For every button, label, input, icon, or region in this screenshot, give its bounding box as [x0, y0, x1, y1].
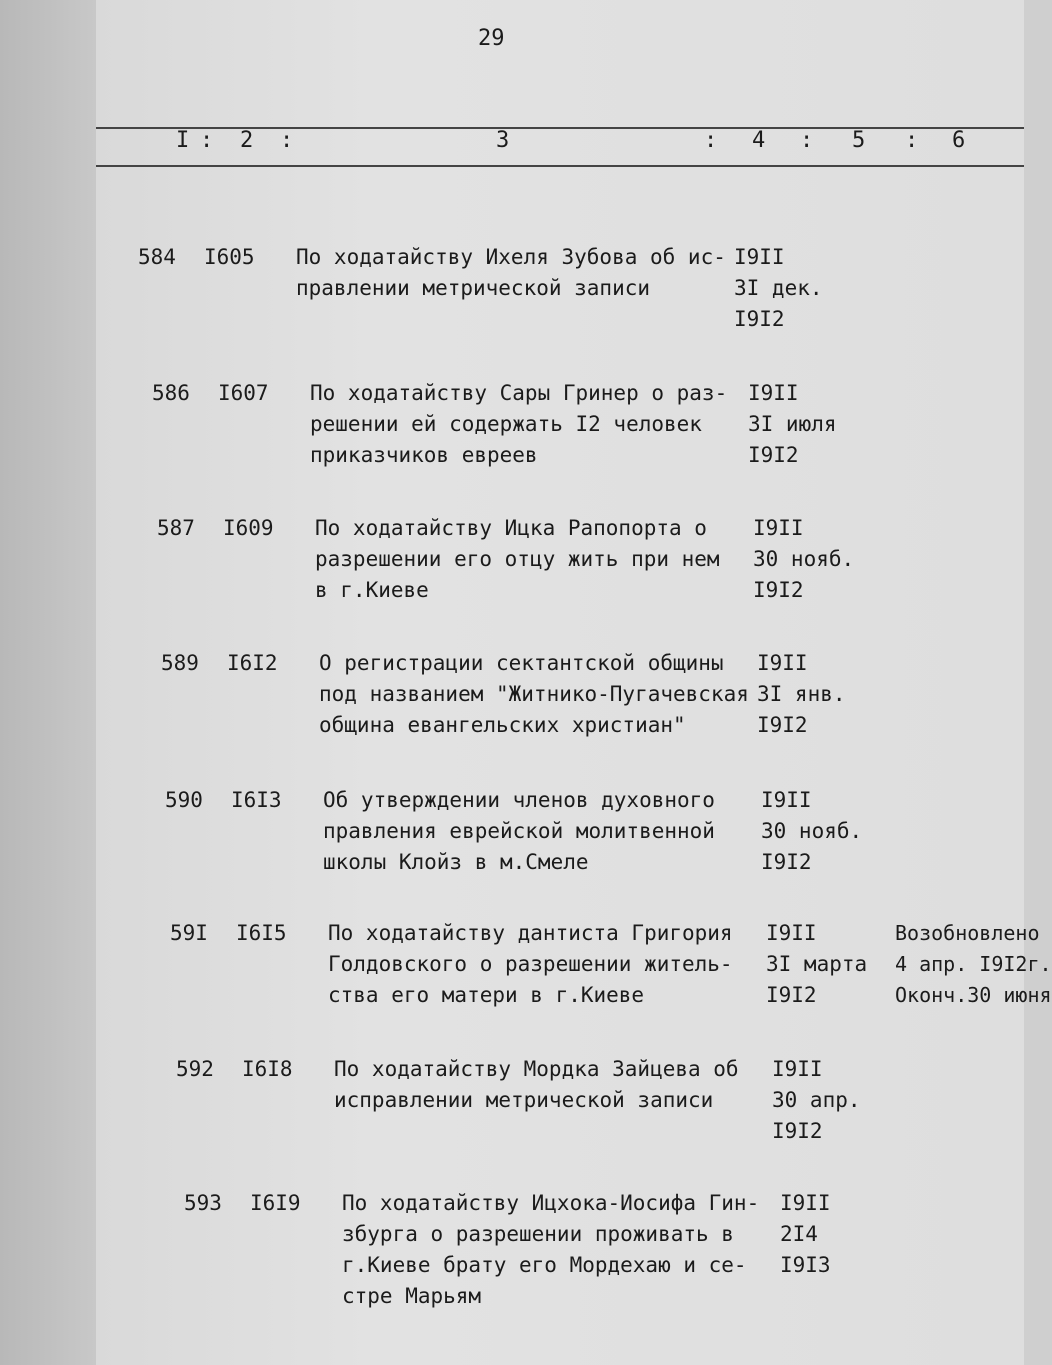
description-line: збурга о разрешении проживать в: [342, 1222, 734, 1246]
description-line: исправлении метрической записи: [334, 1088, 714, 1112]
entry-description: [315, 513, 765, 606]
date-line: 30 нояб.: [753, 547, 855, 571]
description-line: По ходатайству Мордка Зайцева об: [334, 1057, 739, 1081]
date-line: 3I марта: [766, 952, 868, 976]
column-header: 5: [852, 128, 866, 153]
date-line: I9I2: [766, 983, 817, 1007]
date-line: 30 апр.: [772, 1088, 861, 1112]
description-line: правления еврейской молитвенной: [323, 819, 715, 843]
column-header: :: [905, 128, 919, 153]
date-line: 3I янв.: [757, 682, 846, 706]
file-number: I609: [223, 516, 274, 540]
file-number: I607: [218, 381, 269, 405]
file-number: I605: [204, 245, 255, 269]
description-line: под названием "Житнико-Пугачевская: [319, 682, 749, 706]
entry-dates: [761, 785, 862, 878]
description-line: ства его матери в г.Киеве: [328, 983, 645, 1007]
entry-dates: [757, 648, 846, 741]
entry-number: 589: [161, 651, 199, 675]
file-number: I6I8: [242, 1057, 293, 1081]
description-line: в г.Киеве: [315, 578, 429, 602]
file-number: I6I2: [227, 651, 278, 675]
date-line: I9II: [748, 381, 799, 405]
entry-description: [342, 1188, 792, 1312]
date-line: I9I2: [753, 578, 804, 602]
entry-dates: [780, 1188, 831, 1281]
entry-description: [296, 242, 746, 304]
entry-note: [895, 918, 1052, 1011]
entry-dates: [753, 513, 854, 606]
description-line: правлении метрической записи: [296, 276, 651, 300]
column-header: I: [176, 128, 190, 153]
description-line: приказчиков евреев: [310, 443, 538, 467]
date-line: I9I2: [772, 1119, 823, 1143]
file-number: I6I5: [236, 921, 287, 945]
description-line: По ходатайству Ицка Рапопорта о: [315, 516, 707, 540]
entry-number: 59I: [170, 921, 208, 945]
entry-description: [328, 918, 778, 1011]
description-line: община евангельских христиан": [319, 713, 686, 737]
entry-dates: [772, 1054, 861, 1147]
header-rule-bottom: [96, 165, 1024, 167]
description-line: Об утверждении членов духовного: [323, 788, 715, 812]
note-line: 4 апр. I9I2г.: [895, 952, 1052, 976]
column-header: 6: [952, 128, 966, 153]
column-header: 4: [752, 128, 766, 153]
entry-number: 592: [176, 1057, 214, 1081]
entry-number: 593: [184, 1191, 222, 1215]
column-header: 3: [496, 128, 510, 153]
adjacent-page-edge: [0, 0, 96, 1365]
entry-number: 584: [138, 245, 176, 269]
description-line: По ходатайству Ицхока-Иосифа Гин-: [342, 1191, 760, 1215]
date-line: I9II: [734, 245, 785, 269]
date-line: 3I дек.: [734, 276, 823, 300]
date-line: I9II: [766, 921, 817, 945]
entry-number: 590: [165, 788, 203, 812]
date-line: I9I2: [761, 850, 812, 874]
entry-dates: [748, 378, 837, 471]
date-line: I9II: [780, 1191, 831, 1215]
date-line: 30 нояб.: [761, 819, 863, 843]
entry-description: [334, 1054, 784, 1116]
note-line: Оконч.30 июня: [895, 983, 1052, 1007]
entry-description: [310, 378, 760, 471]
description-line: О регистрации сектантской общины: [319, 651, 724, 675]
column-header: :: [704, 128, 718, 153]
entry-number: 586: [152, 381, 190, 405]
description-line: разрешении его отцу жить при нем: [315, 547, 720, 571]
description-line: г.Киеве брату его Мордехаю и се-: [342, 1253, 747, 1277]
description-line: решении ей содержать I2 человек: [310, 412, 702, 436]
description-line: По ходатайству дантиста Григория: [328, 921, 733, 945]
column-header: :: [800, 128, 814, 153]
description-line: стре Марьям: [342, 1284, 482, 1308]
column-header: :: [280, 128, 294, 153]
date-line: I9I2: [734, 307, 785, 331]
date-line: I9II: [753, 516, 804, 540]
entry-description: [323, 785, 773, 878]
description-line: школы Клойз в м.Смеле: [323, 850, 589, 874]
date-line: I9I2: [757, 713, 808, 737]
description-line: По ходатайству Сары Гринер о раз-: [310, 381, 728, 405]
date-line: 2I4: [780, 1222, 818, 1246]
entry-dates: [734, 242, 823, 335]
date-line: 3I июля: [748, 412, 837, 436]
date-line: I9I2: [748, 443, 799, 467]
date-line: I9II: [772, 1057, 823, 1081]
header-rule-top: [96, 127, 1024, 129]
file-number: I6I9: [250, 1191, 301, 1215]
note-line: Возобновлено: [895, 921, 1040, 945]
file-number: I6I3: [231, 788, 282, 812]
entry-description: [319, 648, 769, 741]
column-header: 2: [240, 128, 254, 153]
date-line: I9II: [757, 651, 808, 675]
page-number: 29: [478, 26, 505, 51]
description-line: Голдовского о разрешении житель-: [328, 952, 733, 976]
entry-dates: [766, 918, 867, 1011]
column-header: :: [200, 128, 214, 153]
date-line: I9I3: [780, 1253, 831, 1277]
description-line: По ходатайству Ихеля Зубова об ис-: [296, 245, 726, 269]
date-line: I9II: [761, 788, 812, 812]
entry-number: 587: [157, 516, 195, 540]
